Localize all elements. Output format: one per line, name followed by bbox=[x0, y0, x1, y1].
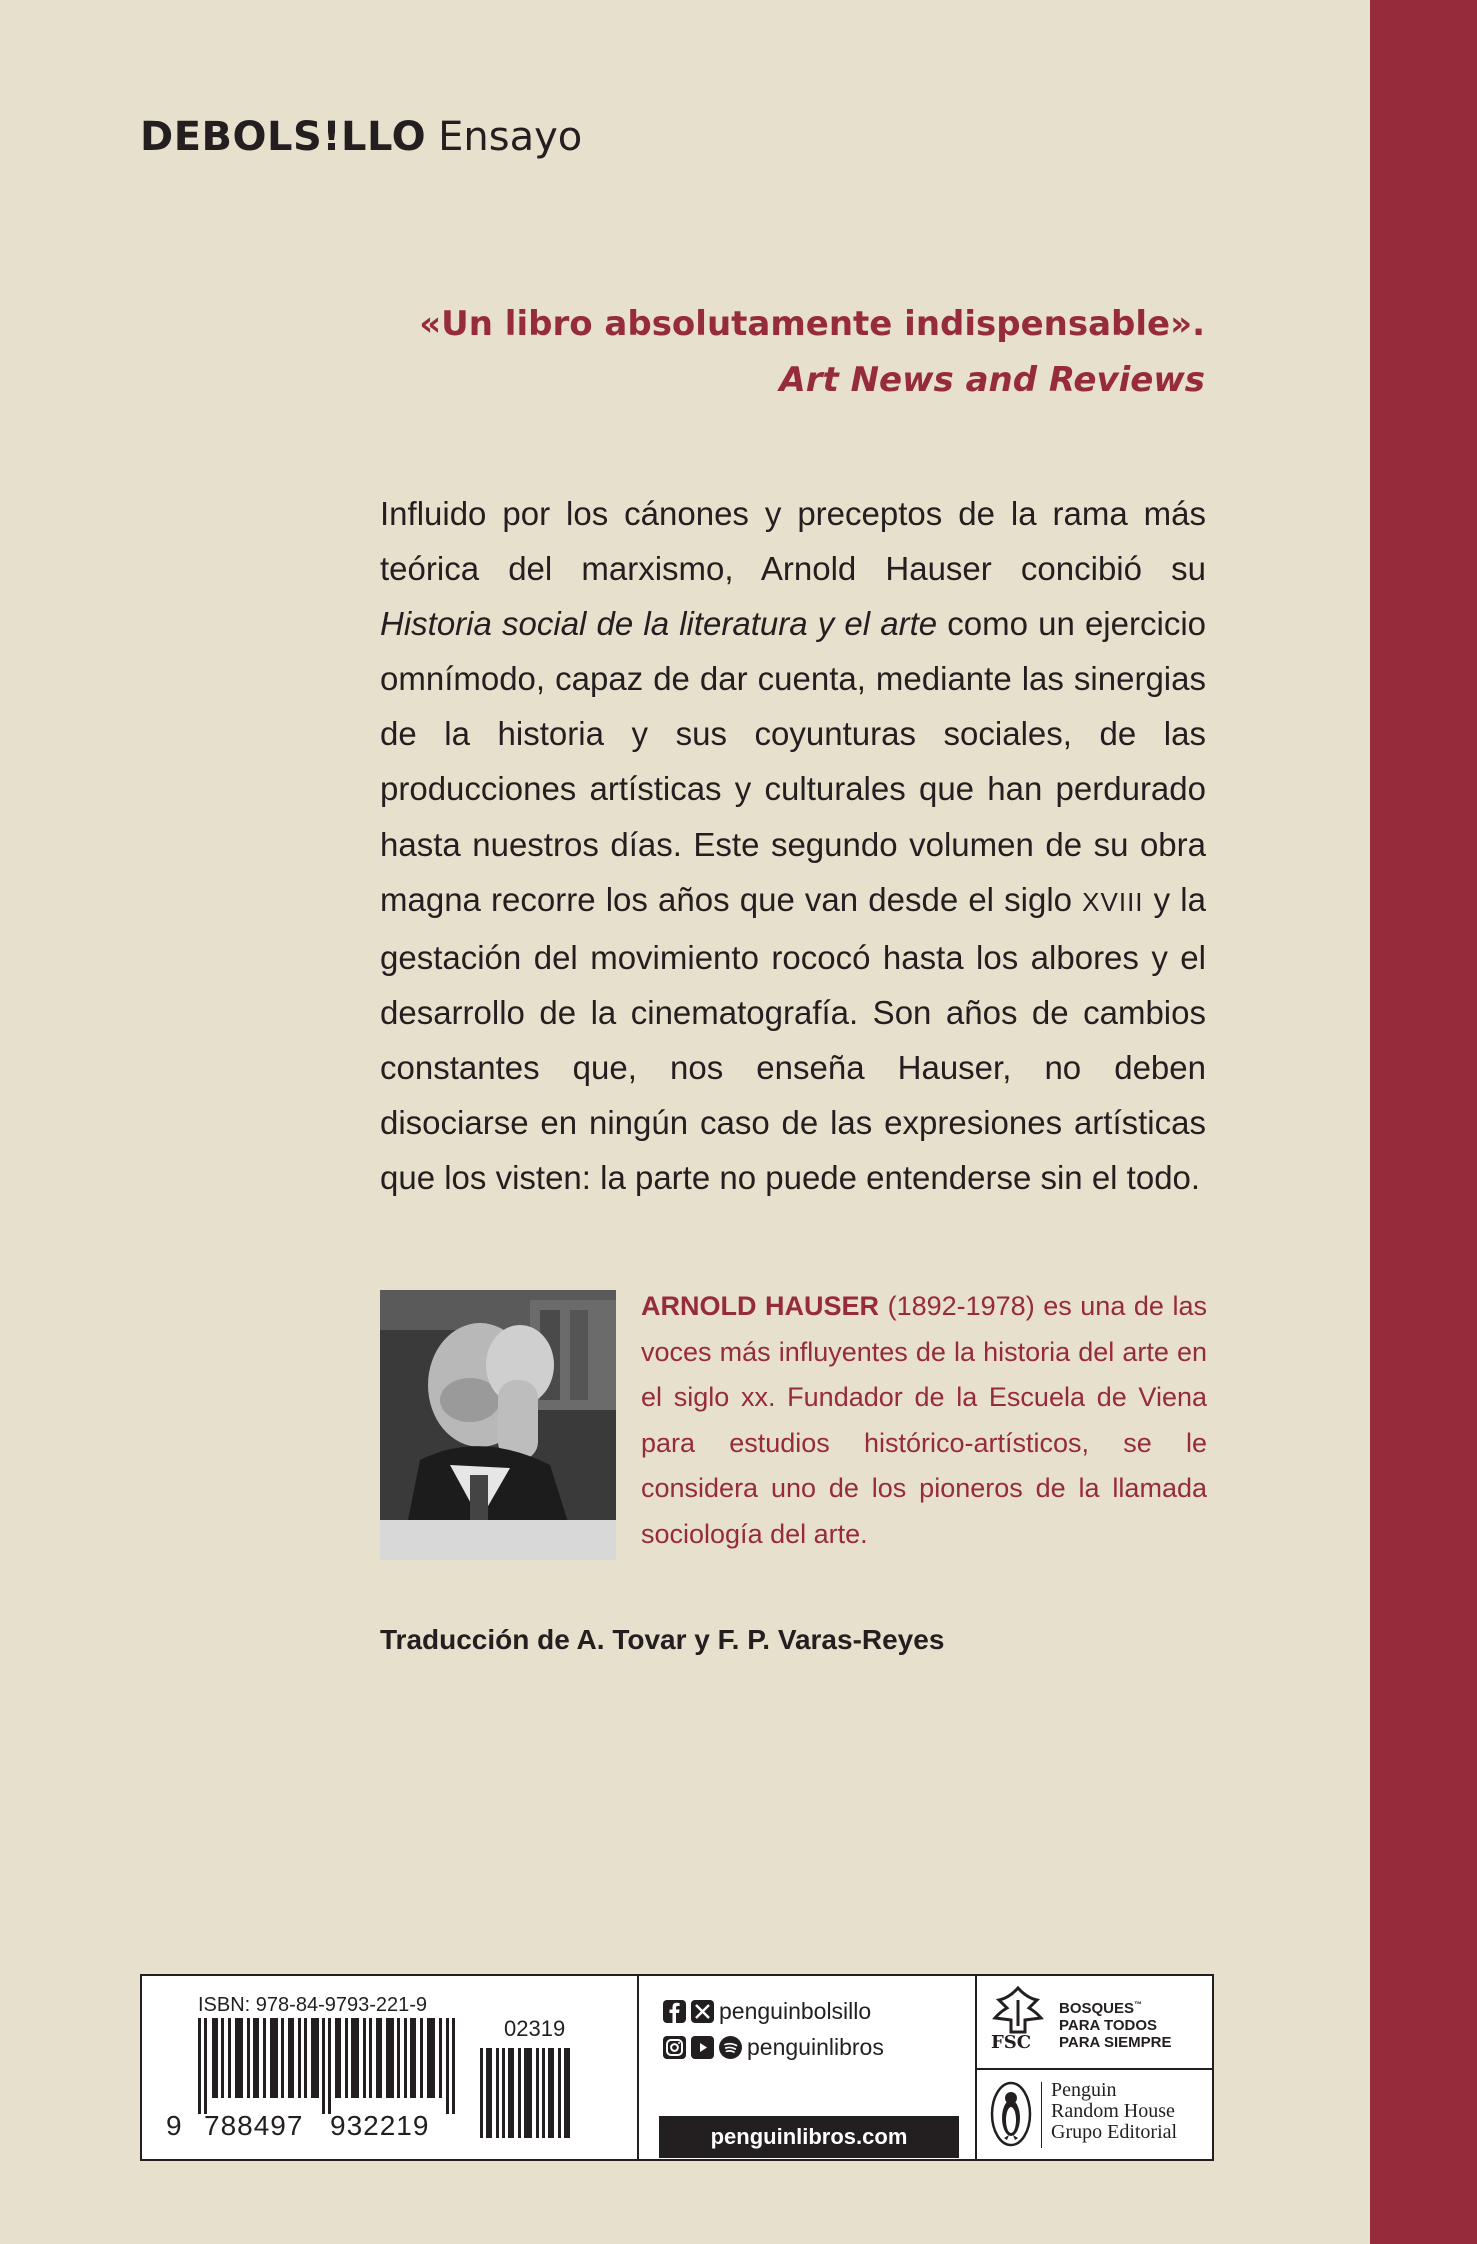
isbn-label: ISBN: 978-84-9793-221-9 bbox=[198, 1994, 428, 2016]
imprint-line-3: Grupo Editorial bbox=[1051, 2121, 1178, 2143]
back-cover-footer bbox=[140, 1974, 1214, 2161]
cert-divider bbox=[977, 2068, 1212, 2070]
barcode-panel bbox=[142, 1976, 639, 2159]
author-name: ARNOLD HAUSER bbox=[641, 1291, 880, 1321]
press-quote bbox=[305, 296, 1205, 408]
translation-credit: Traducción de A. Tovar y F. P. Varas-Reyes bbox=[380, 1624, 945, 1655]
prh-divider bbox=[1041, 2082, 1042, 2148]
social-row-2 bbox=[663, 2034, 884, 2061]
youtube-icon bbox=[691, 2036, 714, 2059]
publisher-logo: DEBOLS!LLO bbox=[140, 114, 427, 160]
fsc-trademark: ™ bbox=[1134, 2000, 1143, 2009]
facebook-icon bbox=[663, 2000, 686, 2023]
quote-source: Art News and Reviews bbox=[779, 360, 1205, 400]
imprint-line-1: Penguin bbox=[1051, 2079, 1117, 2101]
fsc-slogan-line-2: PARA TODOS bbox=[1059, 2017, 1158, 2034]
collection-name: Ensayo bbox=[438, 114, 583, 160]
quote-text: «Un libro absolutamente indispensable». bbox=[419, 304, 1205, 344]
author-photo bbox=[380, 1290, 616, 1560]
book-title: Historia social de la literatura y el arte bbox=[380, 605, 938, 643]
fsc-slogan-line-3: PARA SIEMPRE bbox=[1059, 2034, 1172, 2051]
x-icon bbox=[691, 2000, 714, 2023]
century-numeral: XVIII bbox=[1082, 886, 1144, 917]
instagram-icon bbox=[663, 2036, 686, 2059]
author-bio bbox=[641, 1284, 1207, 1557]
blurb-part-1: Influido por los cánones y preceptos de la rama más teórica del marxismo, Arnold Hauser concibió su bbox=[380, 495, 1206, 588]
social-row-1 bbox=[663, 1998, 871, 2025]
publisher-header bbox=[140, 112, 582, 162]
blurb-part-2: como un ejercicio omnímodo, capaz de dar cuenta, mediante las sinergias de la historia y sus coyunturas sociales, de las producciones artísticas y culturales que han perdurado hasta nuestros días. Este segundo volumen de su obra magna recorre los años que van desde el siglo bbox=[380, 605, 1206, 918]
penguin-logo-icon bbox=[989, 2080, 1033, 2148]
book-description bbox=[380, 486, 1206, 1205]
social-handle-1[interactable]: penguinbolsillo bbox=[719, 1998, 872, 2024]
fsc-label: FSC bbox=[991, 2032, 1032, 2053]
fsc-slogan bbox=[1059, 1996, 1172, 2051]
social-panel bbox=[639, 1976, 975, 2159]
website-link[interactable]: penguinlibros.com bbox=[659, 2116, 959, 2158]
addon-barcode bbox=[480, 2048, 576, 2138]
author-bio-text: (1892-1978) es una de las voces más influyentes de la historia del arte en el siglo xx. Fundador de la Escuela de Viena para estudios histórico-artísticos, se le considera uno de los pioneros de la llamada sociología del arte. bbox=[641, 1291, 1207, 1549]
spotify-icon bbox=[719, 2036, 742, 2059]
price-code: 02319 bbox=[504, 2016, 566, 2041]
blurb-part-3: y la gestación del movimiento rococó hasta los albores y el desarrollo de la cinematografía. Son años de cambios constantes que, nos enseña Hauser, no deben disociarse en ningún caso de las expresiones artísticas que los visten: la parte no puede entenderse sin el todo. bbox=[380, 880, 1206, 1197]
fsc-slogan-line-1: BOSQUES bbox=[1059, 2000, 1135, 2017]
social-handle-2[interactable]: penguinlibros bbox=[747, 2034, 884, 2060]
ean-left-digits: 788497 bbox=[204, 2110, 304, 2141]
ean-barcode bbox=[198, 2018, 460, 2114]
fsc-tree-icon bbox=[989, 1986, 1047, 2034]
imprint-line-2: Random House bbox=[1051, 2100, 1175, 2122]
certification-panel bbox=[977, 1976, 1212, 2159]
ean-right-digits: 932219 bbox=[330, 2110, 430, 2141]
imprint-name bbox=[1051, 2080, 1177, 2143]
spine-stripe bbox=[1370, 0, 1477, 2244]
ean-first-digit: 9 bbox=[166, 2110, 183, 2141]
